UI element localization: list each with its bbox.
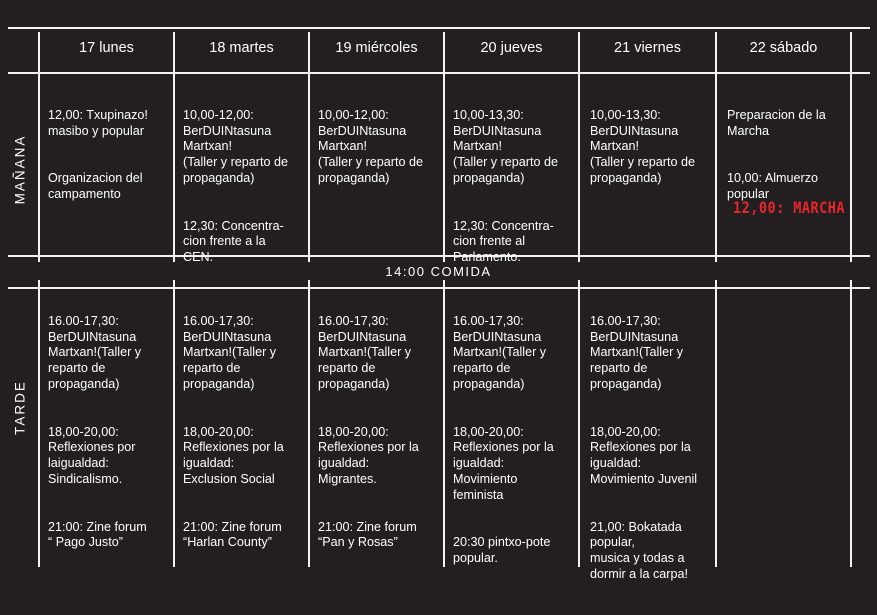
event-text: 12,30: Concentra- cion frente al Parlamento. bbox=[453, 218, 554, 265]
day-header-monday: 17 lunes bbox=[79, 40, 134, 56]
lunch-bottom-divider bbox=[8, 287, 870, 289]
afternoon-cell-friday bbox=[590, 298, 715, 615]
lunch-top-divider bbox=[8, 255, 870, 257]
event-text: 21:00: Zine forum “Harlan County” bbox=[183, 519, 282, 550]
column-divider bbox=[578, 280, 580, 567]
event-text: 12,00: Txupinazo! masibo y popular bbox=[48, 107, 148, 138]
event-text: 10,00: Almuerzo popular bbox=[727, 171, 819, 201]
column-divider bbox=[578, 32, 580, 262]
event-text: 16.00-17,30: BerDUINtasuna Martxan!(Taller y reparto de propaganda) bbox=[318, 313, 412, 391]
afternoon-cell-thursday bbox=[453, 298, 578, 599]
day-header-thursday: 20 jueves bbox=[480, 40, 543, 56]
event-text: 21:00: Zine forum “Pan y Rosas” bbox=[318, 519, 417, 550]
morning-cell-friday bbox=[590, 92, 715, 219]
event-text: 20:30 pintxo-pote popular. bbox=[453, 535, 551, 566]
column-divider bbox=[850, 280, 852, 567]
column-divider bbox=[443, 280, 445, 567]
column-divider bbox=[38, 280, 40, 567]
lunch-banner: 14:00 COMIDA bbox=[385, 264, 492, 279]
event-text: 16.00-17,30: BerDUINtasuna Martxan!(Taller y reparto de propaganda) bbox=[453, 313, 547, 391]
event-text: Preparacion de la Marcha bbox=[727, 107, 826, 138]
afternoon-cell-wednesday bbox=[318, 298, 443, 583]
column-divider bbox=[715, 32, 717, 262]
column-divider bbox=[443, 32, 445, 262]
event-text: 18,00-20,00: Reflexiones por la igualdad: Exclusion Social bbox=[183, 424, 284, 486]
march-highlight: 12,00: MARCHA bbox=[733, 198, 845, 217]
day-header-friday: 21 viernes bbox=[614, 40, 681, 56]
afternoon-cell-tuesday bbox=[183, 298, 308, 583]
day-header-wednesday: 19 miércoles bbox=[335, 40, 418, 56]
event-text: 10,00-12,00: BerDUINtasuna Martxan! (Taller y reparto de propaganda) bbox=[318, 107, 423, 185]
event-text: 10,00-12,00: BerDUINtasuna Martxan! (Taller y reparto de propaganda) bbox=[183, 107, 288, 185]
column-divider bbox=[38, 32, 40, 262]
column-divider bbox=[308, 280, 310, 567]
morning-cell-thursday bbox=[453, 92, 578, 298]
event-text: 18,00-20,00: Reflexiones por la igualdad: Movimiento feminista bbox=[453, 424, 554, 502]
header-divider bbox=[8, 72, 870, 74]
top-divider bbox=[8, 27, 870, 29]
event-text: 10,00-13,30: BerDUINtasuna Martxan! (Taller y reparto de propaganda) bbox=[453, 107, 558, 185]
event-text: 16.00-17,30: BerDUINtasuna Martxan!(Taller y reparto de propaganda) bbox=[48, 313, 142, 391]
morning-cell-monday bbox=[48, 92, 173, 235]
event-text: Organizacion del campamento bbox=[48, 171, 143, 201]
column-divider bbox=[308, 32, 310, 262]
event-text: 18,00-20,00: Reflexiones por laigualdad: Sindicalismo. bbox=[48, 424, 136, 486]
event-text: 16.00-17,30: BerDUINtasuna Martxan!(Taller y reparto de propaganda) bbox=[183, 313, 277, 391]
event-text: 18,00-20,00: Reflexiones por la igualdad: Migrantes. bbox=[318, 424, 419, 486]
day-header-saturday: 22 sábado bbox=[749, 40, 818, 56]
event-text: 21,00: Bokatada popular, musica y todas a dormir a la carpa! bbox=[590, 519, 688, 581]
day-header-tuesday: 18 martes bbox=[209, 40, 274, 56]
column-divider bbox=[173, 280, 175, 567]
afternoon-cell-monday bbox=[48, 298, 173, 583]
event-text: 21:00: Zine forum “ Pago Justo” bbox=[48, 519, 147, 550]
event-text: 18,00-20,00: Reflexiones por la igualdad: Movimiento Juvenil bbox=[590, 424, 698, 486]
event-text: 10,00-13,30: BerDUINtasuna Martxan! (Taller y reparto de propaganda) bbox=[590, 107, 695, 185]
column-divider bbox=[715, 280, 717, 567]
morning-cell-wednesday bbox=[318, 92, 443, 219]
section-label-afternoon: TARDE bbox=[12, 380, 28, 435]
column-divider bbox=[850, 32, 852, 262]
morning-cell-tuesday bbox=[183, 92, 308, 298]
column-divider bbox=[173, 32, 175, 262]
event-text: 16.00-17,30: BerDUINtasuna Martxan!(Taller y reparto de propaganda) bbox=[590, 313, 684, 391]
event-text: 12,30: Concentra- cion frente a la CEN. bbox=[183, 218, 284, 265]
section-label-morning: MAÑANA bbox=[12, 134, 28, 205]
